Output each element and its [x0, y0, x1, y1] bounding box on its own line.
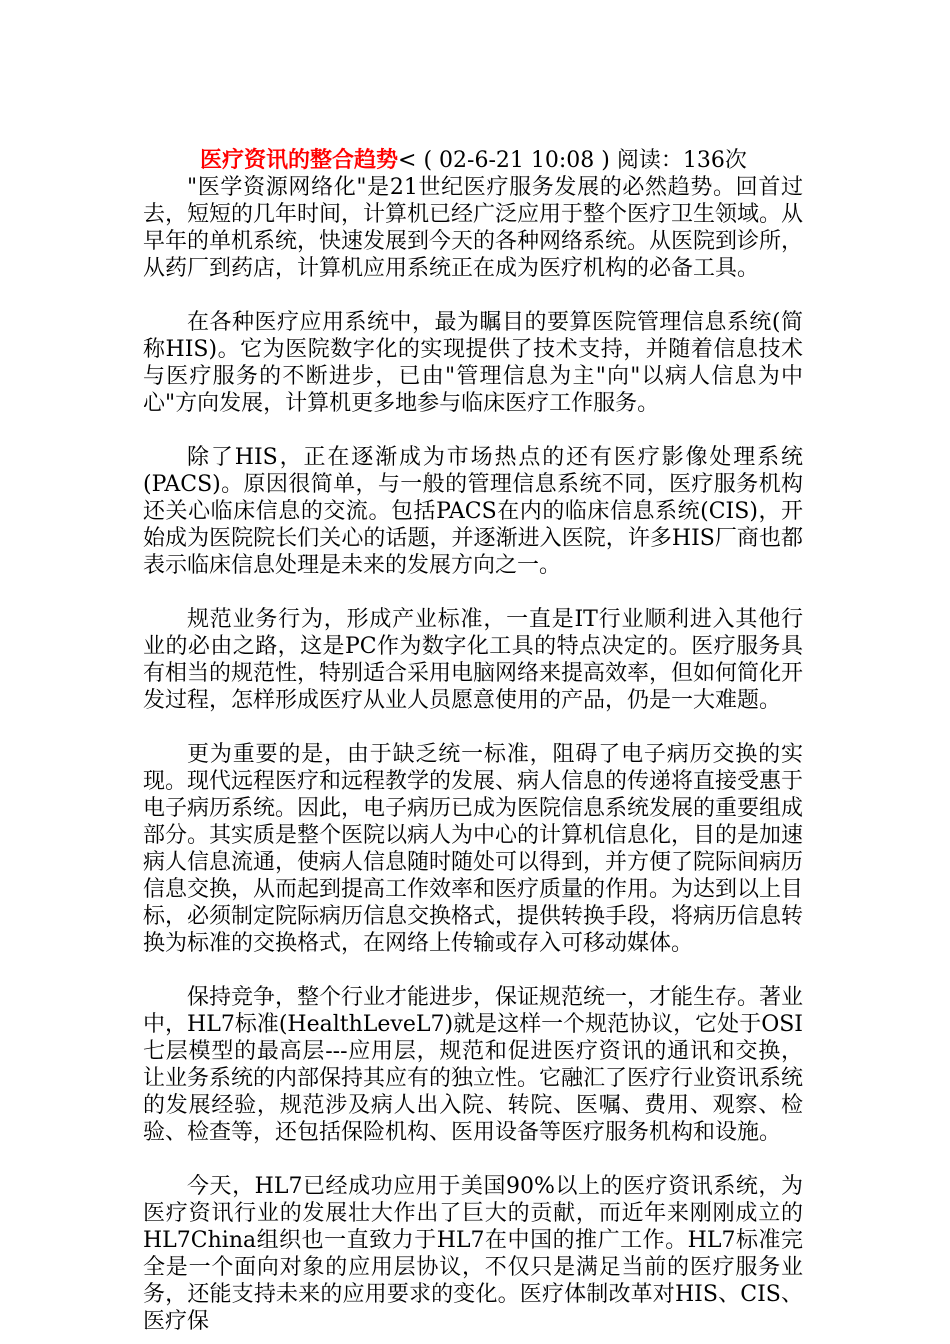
article	[143, 147, 803, 1335]
paragraph-gap	[143, 1146, 803, 1173]
paragraph-4: 规范业务行为，形成产业标准，一直是IT行业顺利进入其他行业的必由之路，这是PC作为数字化工具的特点决定的。医疗服务具有相当的规范性，特别适合采用电脑网络来提高效率，但如何简化开发过程，怎样形成医疗从业人员愿意使用的产品，仍是一大难题。	[143, 607, 804, 713]
paragraph-gap	[143, 579, 803, 606]
article-meta: < ( 02-6-21 10:08 ) 阅读：136次	[398, 148, 747, 173]
paragraph-3: 除了HIS，正在逐渐成为市场热点的还有医疗影像处理系统(PACS)。原因很简单，与一般的管理信息系统不同，医疗服务机构还关心临床信息的交流。包括PACS在内的临床信息系统(CIS)，开始成为医院院长们关心的话题，并逐渐进入医院，许多HIS厂商也都表示临床信息处理是未来的发展方向之一。	[143, 445, 803, 578]
paragraph-gap	[143, 714, 803, 741]
paragraph-6: 保持竞争，整个行业才能进步，保证规范统一，才能生存。著业中，HL7标准(HealthLeveL7)就是这样一个规范协议，它处于OSI七层模型的最高层---应用层，规范和促进医疗资讯的通讯和交换，让业务系统的内部保持其应有的独立性。它融汇了医疗行业资讯系统的发展经验，规范涉及病人出入院、转院、医嘱、费用、观察、检验、检查等，还包括保险机构、医用设备等医疗服务机构和设施。	[143, 985, 804, 1145]
paragraph-gap	[143, 417, 803, 444]
paragraph-gap	[143, 957, 803, 984]
paragraph-5: 更为重要的是，由于缺乏统一标准，阻碍了电子病历交换的实现。现代远程医疗和远程教学的发展、病人信息的传递将直接受惠于电子病历系统。因此，电子病历已成为医院信息系统发展的重要组成部分。其实质是整个医院以病人为中心的计算机信息化，目的是加速病人信息流通，使病人信息随时随处可以得到，并方便了院际间病历信息交换，从而起到提高工作效率和医疗质量的作用。为达到以上目标，必须制定院际病历信息交换格式，提供转换手段，将病历信息转换为标准的交换格式，在网络上传输或存入可移动媒体。	[143, 742, 804, 956]
paragraph-7: 今天，HL7已经成功应用于美国90%以上的医疗资讯系统，为医疗资讯行业的发展壮大作出了巨大的贡献，而近年来刚刚成立的HL7China组织也一直致力于HL7在中国的推广工作。HL7标准完全是一个面向对象的应用层协议，不仅只是满足当前的医疗服务业务，还能支持未来的应用要求的变化。医疗体制改革对HIS、CIS、医疗保	[143, 1174, 803, 1334]
paragraph-gap	[143, 282, 803, 309]
paragraph-1: "医学资源网络化"是21世纪医疗服务发展的必然趋势。回首过去，短短的几年时间，计算机已经广泛应用于整个医疗卫生领域。从早年的单机系统，快速发展到今天的各种网络系统。从医院到诊所，从药厂到药店，计算机应用系统正在成为医疗机构的必备工具。	[143, 175, 804, 281]
article-header	[143, 147, 803, 174]
article-title[interactable]: 医疗资讯的整合趋势	[200, 147, 399, 173]
paragraph-2: 在各种医疗应用系统中，最为瞩目的要算医院管理信息系统(简称HIS)。它为医院数字化的实现提供了技术支持，并随着信息技术与医疗服务的不断进步，已由"管理信息为主"向"以病人信息为中心"方向发展，计算机更多地参与临床医疗工作服务。	[143, 310, 803, 416]
